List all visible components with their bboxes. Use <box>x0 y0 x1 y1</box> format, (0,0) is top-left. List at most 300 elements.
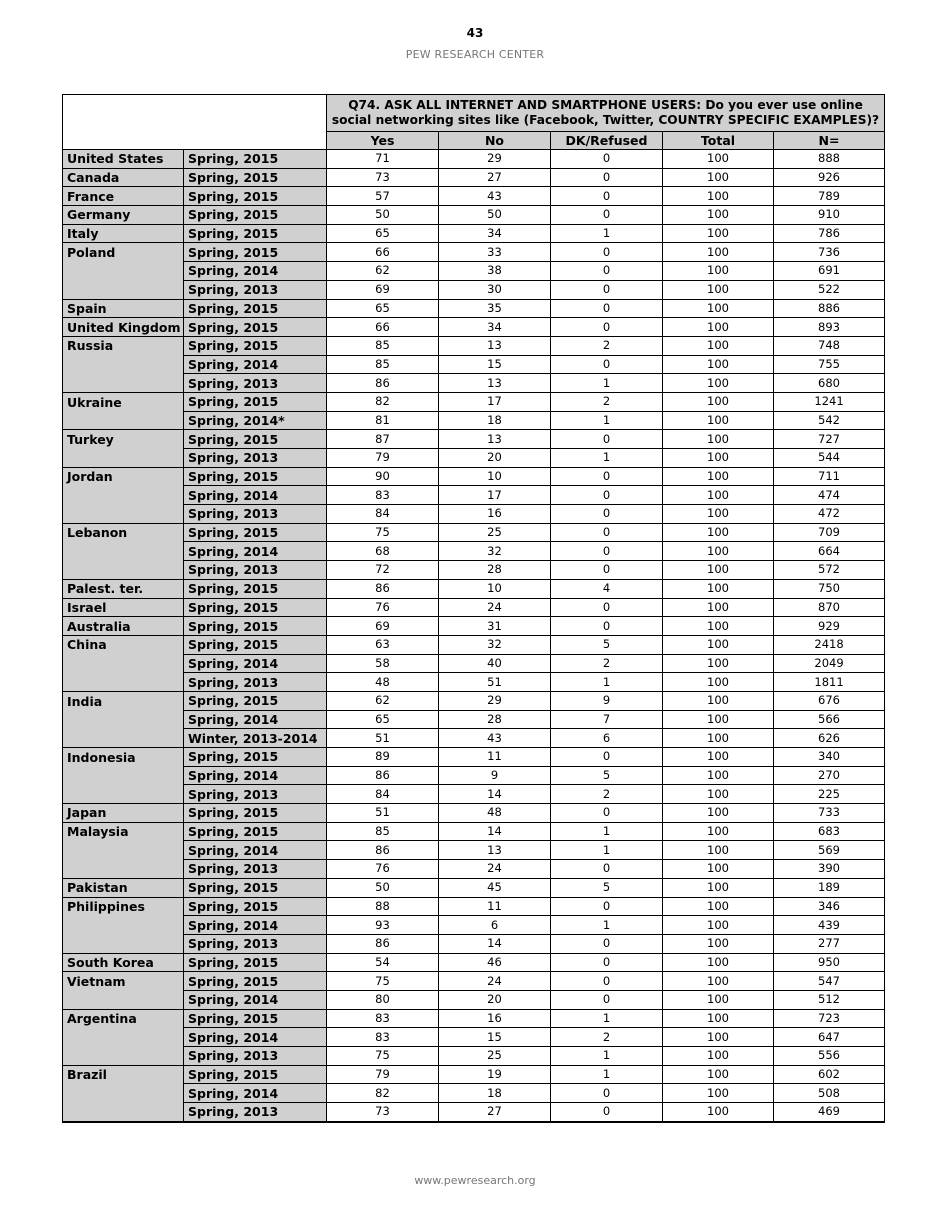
survey-cell: Spring, 2015 <box>184 1065 327 1084</box>
survey-cell: Spring, 2013 <box>184 860 327 879</box>
value-cell: 100 <box>663 579 774 598</box>
country-cell: Malaysia <box>63 822 184 841</box>
value-cell: 13 <box>439 841 551 860</box>
value-cell: 0 <box>551 299 663 318</box>
value-cell: 100 <box>663 953 774 972</box>
value-cell: 87 <box>327 430 439 449</box>
value-cell: 11 <box>439 897 551 916</box>
value-cell: 508 <box>774 1084 885 1103</box>
value-cell: 2 <box>551 392 663 411</box>
value-cell: 46 <box>439 953 551 972</box>
table-row <box>63 1047 885 1066</box>
survey-cell: Spring, 2014 <box>184 262 327 281</box>
country-cell <box>63 411 184 430</box>
survey-cell: Spring, 2015 <box>184 318 327 337</box>
value-cell: 65 <box>327 710 439 729</box>
value-cell: 86 <box>327 841 439 860</box>
value-cell: 84 <box>327 785 439 804</box>
value-cell: 76 <box>327 860 439 879</box>
corner-cell <box>63 95 327 150</box>
table-row <box>63 635 885 654</box>
value-cell: 90 <box>327 467 439 486</box>
value-cell: 472 <box>774 505 885 524</box>
survey-cell: Spring, 2013 <box>184 561 327 580</box>
value-cell: 647 <box>774 1028 885 1047</box>
value-cell: 65 <box>327 299 439 318</box>
table-row <box>63 748 885 767</box>
value-cell: 100 <box>663 430 774 449</box>
survey-cell: Spring, 2015 <box>184 336 327 355</box>
value-cell: 886 <box>774 299 885 318</box>
survey-cell: Spring, 2014 <box>184 766 327 785</box>
country-cell <box>63 729 184 748</box>
table-row <box>63 336 885 355</box>
value-cell: 100 <box>663 598 774 617</box>
survey-cell: Spring, 2013 <box>184 934 327 953</box>
value-cell: 870 <box>774 598 885 617</box>
value-cell: 86 <box>327 579 439 598</box>
table-row <box>63 916 885 935</box>
value-cell: 929 <box>774 617 885 636</box>
value-cell: 1 <box>551 411 663 430</box>
table-row <box>63 673 885 692</box>
value-cell: 100 <box>663 916 774 935</box>
value-cell: 683 <box>774 822 885 841</box>
value-cell: 6 <box>551 729 663 748</box>
country-cell: United Kingdom <box>63 318 184 337</box>
table-row <box>63 878 885 897</box>
value-cell: 15 <box>439 1028 551 1047</box>
survey-cell: Spring, 2014 <box>184 1028 327 1047</box>
survey-cell: Spring, 2013 <box>184 449 327 468</box>
value-cell: 79 <box>327 1065 439 1084</box>
country-cell: Ukraine <box>63 392 184 411</box>
survey-cell: Spring, 2015 <box>184 804 327 823</box>
table-row <box>63 841 885 860</box>
value-cell: 27 <box>439 1103 551 1122</box>
value-cell: 910 <box>774 206 885 225</box>
value-cell: 390 <box>774 860 885 879</box>
country-cell <box>63 916 184 935</box>
value-cell: 93 <box>327 916 439 935</box>
value-cell: 786 <box>774 224 885 243</box>
value-cell: 100 <box>663 505 774 524</box>
table-row <box>63 972 885 991</box>
value-cell: 755 <box>774 355 885 374</box>
country-cell <box>63 561 184 580</box>
country-cell <box>63 280 184 299</box>
value-cell: 0 <box>551 523 663 542</box>
value-cell: 1241 <box>774 392 885 411</box>
survey-cell: Spring, 2013 <box>184 1103 327 1122</box>
survey-cell: Spring, 2015 <box>184 598 327 617</box>
survey-cell: Spring, 2014 <box>184 542 327 561</box>
value-cell: 73 <box>327 168 439 187</box>
value-cell: 88 <box>327 897 439 916</box>
survey-cell: Spring, 2015 <box>184 878 327 897</box>
value-cell: 0 <box>551 860 663 879</box>
country-cell <box>63 374 184 393</box>
survey-cell: Spring, 2013 <box>184 673 327 692</box>
country-cell <box>63 486 184 505</box>
survey-cell: Spring, 2015 <box>184 523 327 542</box>
country-cell <box>63 1047 184 1066</box>
survey-cell: Spring, 2014 <box>184 1084 327 1103</box>
country-cell: Palest. ter. <box>63 579 184 598</box>
value-cell: 100 <box>663 168 774 187</box>
value-cell: 664 <box>774 542 885 561</box>
table-row <box>63 691 885 710</box>
table-row <box>63 1028 885 1047</box>
survey-cell: Spring, 2015 <box>184 392 327 411</box>
survey-cell: Spring, 2015 <box>184 430 327 449</box>
country-cell: Vietnam <box>63 972 184 991</box>
value-cell: 100 <box>663 804 774 823</box>
survey-cell: Spring, 2015 <box>184 972 327 991</box>
value-cell: 57 <box>327 187 439 206</box>
value-cell: 2 <box>551 1028 663 1047</box>
table-row <box>63 822 885 841</box>
column-header: Total <box>663 132 774 150</box>
value-cell: 25 <box>439 1047 551 1066</box>
value-cell: 926 <box>774 168 885 187</box>
value-cell: 18 <box>439 1084 551 1103</box>
value-cell: 2 <box>551 336 663 355</box>
country-cell: Canada <box>63 168 184 187</box>
value-cell: 14 <box>439 822 551 841</box>
value-cell: 100 <box>663 318 774 337</box>
survey-cell: Spring, 2015 <box>184 635 327 654</box>
table-row <box>63 785 885 804</box>
country-cell: South Korea <box>63 953 184 972</box>
value-cell: 542 <box>774 411 885 430</box>
value-cell: 100 <box>663 990 774 1009</box>
value-cell: 100 <box>663 561 774 580</box>
survey-cell: Spring, 2015 <box>184 206 327 225</box>
value-cell: 0 <box>551 280 663 299</box>
value-cell: 789 <box>774 187 885 206</box>
value-cell: 733 <box>774 804 885 823</box>
value-cell: 0 <box>551 505 663 524</box>
table-row <box>63 561 885 580</box>
column-header: DK/Refused <box>551 132 663 150</box>
value-cell: 51 <box>327 729 439 748</box>
survey-table <box>62 94 885 1123</box>
survey-cell: Spring, 2013 <box>184 1047 327 1066</box>
country-cell <box>63 710 184 729</box>
country-cell: Russia <box>63 336 184 355</box>
value-cell: 888 <box>774 150 885 169</box>
value-cell: 0 <box>551 990 663 1009</box>
value-cell: 86 <box>327 934 439 953</box>
value-cell: 20 <box>439 990 551 1009</box>
survey-cell: Winter, 2013-2014 <box>184 729 327 748</box>
value-cell: 14 <box>439 785 551 804</box>
value-cell: 9 <box>551 691 663 710</box>
country-cell <box>63 1084 184 1103</box>
value-cell: 50 <box>327 878 439 897</box>
country-cell <box>63 449 184 468</box>
value-cell: 16 <box>439 1009 551 1028</box>
table-row <box>63 579 885 598</box>
value-cell: 75 <box>327 1047 439 1066</box>
footer-url: www.pewresearch.org <box>414 1174 536 1187</box>
table-row <box>63 766 885 785</box>
value-cell: 75 <box>327 523 439 542</box>
value-cell: 75 <box>327 972 439 991</box>
value-cell: 33 <box>439 243 551 262</box>
value-cell: 1 <box>551 841 663 860</box>
value-cell: 13 <box>439 430 551 449</box>
value-cell: 5 <box>551 635 663 654</box>
country-cell: France <box>63 187 184 206</box>
value-cell: 24 <box>439 598 551 617</box>
survey-cell: Spring, 2015 <box>184 243 327 262</box>
value-cell: 86 <box>327 766 439 785</box>
value-cell: 100 <box>663 467 774 486</box>
value-cell: 1 <box>551 1009 663 1028</box>
country-cell <box>63 934 184 953</box>
value-cell: 723 <box>774 1009 885 1028</box>
value-cell: 0 <box>551 243 663 262</box>
survey-cell: Spring, 2014 <box>184 990 327 1009</box>
table-row <box>63 598 885 617</box>
table-row <box>63 1084 885 1103</box>
value-cell: 0 <box>551 972 663 991</box>
value-cell: 86 <box>327 374 439 393</box>
value-cell: 6 <box>439 916 551 935</box>
country-cell <box>63 766 184 785</box>
value-cell: 1 <box>551 673 663 692</box>
value-cell: 100 <box>663 224 774 243</box>
value-cell: 40 <box>439 654 551 673</box>
value-cell: 1 <box>551 916 663 935</box>
value-cell: 0 <box>551 150 663 169</box>
survey-cell: Spring, 2014 <box>184 916 327 935</box>
country-cell <box>63 1028 184 1047</box>
value-cell: 82 <box>327 392 439 411</box>
value-cell: 5 <box>551 766 663 785</box>
table-row <box>63 542 885 561</box>
value-cell: 30 <box>439 280 551 299</box>
value-cell: 225 <box>774 785 885 804</box>
value-cell: 35 <box>439 299 551 318</box>
country-cell <box>63 841 184 860</box>
value-cell: 2049 <box>774 654 885 673</box>
value-cell: 100 <box>663 392 774 411</box>
country-cell: Pakistan <box>63 878 184 897</box>
value-cell: 54 <box>327 953 439 972</box>
survey-cell: Spring, 2013 <box>184 280 327 299</box>
value-cell: 10 <box>439 467 551 486</box>
survey-cell: Spring, 2014 <box>184 486 327 505</box>
table-row <box>63 243 885 262</box>
value-cell: 100 <box>663 299 774 318</box>
value-cell: 474 <box>774 486 885 505</box>
value-cell: 100 <box>663 411 774 430</box>
value-cell: 66 <box>327 243 439 262</box>
table-body <box>63 150 885 1122</box>
value-cell: 0 <box>551 934 663 953</box>
table-row <box>63 299 885 318</box>
value-cell: 43 <box>439 187 551 206</box>
value-cell: 20 <box>439 449 551 468</box>
table-row <box>63 187 885 206</box>
survey-cell: Spring, 2014 <box>184 355 327 374</box>
country-cell: Israel <box>63 598 184 617</box>
value-cell: 24 <box>439 860 551 879</box>
country-cell: United States <box>63 150 184 169</box>
value-cell: 1 <box>551 822 663 841</box>
value-cell: 893 <box>774 318 885 337</box>
table-row <box>63 617 885 636</box>
value-cell: 0 <box>551 561 663 580</box>
table-row <box>63 224 885 243</box>
value-cell: 15 <box>439 355 551 374</box>
survey-cell: Spring, 2015 <box>184 168 327 187</box>
table-row <box>63 430 885 449</box>
value-cell: 100 <box>663 486 774 505</box>
value-cell: 65 <box>327 224 439 243</box>
value-cell: 0 <box>551 953 663 972</box>
survey-cell: Spring, 2015 <box>184 467 327 486</box>
value-cell: 566 <box>774 710 885 729</box>
table-row <box>63 729 885 748</box>
value-cell: 572 <box>774 561 885 580</box>
value-cell: 83 <box>327 1009 439 1028</box>
value-cell: 748 <box>774 336 885 355</box>
value-cell: 32 <box>439 635 551 654</box>
value-cell: 100 <box>663 1065 774 1084</box>
table-row <box>63 206 885 225</box>
value-cell: 270 <box>774 766 885 785</box>
value-cell: 1 <box>551 1065 663 1084</box>
value-cell: 62 <box>327 262 439 281</box>
value-cell: 100 <box>663 635 774 654</box>
table-row <box>63 990 885 1009</box>
table-row <box>63 374 885 393</box>
value-cell: 19 <box>439 1065 551 1084</box>
value-cell: 71 <box>327 150 439 169</box>
value-cell: 100 <box>663 1103 774 1122</box>
survey-cell: Spring, 2015 <box>184 822 327 841</box>
value-cell: 100 <box>663 262 774 281</box>
value-cell: 189 <box>774 878 885 897</box>
value-cell: 100 <box>663 1009 774 1028</box>
value-cell: 32 <box>439 542 551 561</box>
value-cell: 1 <box>551 449 663 468</box>
country-cell <box>63 654 184 673</box>
value-cell: 0 <box>551 617 663 636</box>
value-cell: 100 <box>663 860 774 879</box>
value-cell: 48 <box>439 804 551 823</box>
survey-cell: Spring, 2015 <box>184 897 327 916</box>
table-row <box>63 1065 885 1084</box>
value-cell: 31 <box>439 617 551 636</box>
table-row <box>63 1103 885 1122</box>
value-cell: 0 <box>551 206 663 225</box>
survey-cell: Spring, 2015 <box>184 953 327 972</box>
value-cell: 73 <box>327 1103 439 1122</box>
value-cell: 0 <box>551 1084 663 1103</box>
value-cell: 100 <box>663 150 774 169</box>
value-cell: 89 <box>327 748 439 767</box>
value-cell: 100 <box>663 729 774 748</box>
value-cell: 83 <box>327 486 439 505</box>
table-row <box>63 486 885 505</box>
value-cell: 512 <box>774 990 885 1009</box>
country-cell: Lebanon <box>63 523 184 542</box>
value-cell: 5 <box>551 878 663 897</box>
country-cell <box>63 860 184 879</box>
value-cell: 34 <box>439 318 551 337</box>
country-cell: Italy <box>63 224 184 243</box>
value-cell: 100 <box>663 878 774 897</box>
value-cell: 85 <box>327 336 439 355</box>
value-cell: 66 <box>327 318 439 337</box>
table-row <box>63 505 885 524</box>
value-cell: 100 <box>663 654 774 673</box>
value-cell: 13 <box>439 374 551 393</box>
value-cell: 18 <box>439 411 551 430</box>
table-row <box>63 710 885 729</box>
table-row <box>63 897 885 916</box>
value-cell: 0 <box>551 486 663 505</box>
value-cell: 0 <box>551 1103 663 1122</box>
value-cell: 544 <box>774 449 885 468</box>
value-cell: 62 <box>327 691 439 710</box>
value-cell: 750 <box>774 579 885 598</box>
table-row <box>63 934 885 953</box>
value-cell: 85 <box>327 822 439 841</box>
country-cell: Argentina <box>63 1009 184 1028</box>
country-cell <box>63 673 184 692</box>
column-header: Yes <box>327 132 439 150</box>
value-cell: 80 <box>327 990 439 1009</box>
value-cell: 100 <box>663 336 774 355</box>
value-cell: 556 <box>774 1047 885 1066</box>
table-row <box>63 150 885 169</box>
value-cell: 100 <box>663 934 774 953</box>
survey-cell: Spring, 2014 <box>184 654 327 673</box>
value-cell: 100 <box>663 206 774 225</box>
value-cell: 1 <box>551 1047 663 1066</box>
survey-cell: Spring, 2014* <box>184 411 327 430</box>
org-name: PEW RESEARCH CENTER <box>405 48 545 61</box>
value-cell: 709 <box>774 523 885 542</box>
value-cell: 547 <box>774 972 885 991</box>
value-cell: 950 <box>774 953 885 972</box>
table-row <box>63 654 885 673</box>
table-row <box>63 355 885 374</box>
survey-cell: Spring, 2015 <box>184 579 327 598</box>
value-cell: 100 <box>663 280 774 299</box>
table-row <box>63 168 885 187</box>
value-cell: 2418 <box>774 635 885 654</box>
value-cell: 38 <box>439 262 551 281</box>
value-cell: 569 <box>774 841 885 860</box>
survey-cell: Spring, 2013 <box>184 785 327 804</box>
value-cell: 100 <box>663 766 774 785</box>
country-cell: Japan <box>63 804 184 823</box>
value-cell: 340 <box>774 748 885 767</box>
value-cell: 16 <box>439 505 551 524</box>
value-cell: 69 <box>327 280 439 299</box>
survey-cell: Spring, 2015 <box>184 224 327 243</box>
value-cell: 100 <box>663 673 774 692</box>
value-cell: 277 <box>774 934 885 953</box>
value-cell: 27 <box>439 168 551 187</box>
